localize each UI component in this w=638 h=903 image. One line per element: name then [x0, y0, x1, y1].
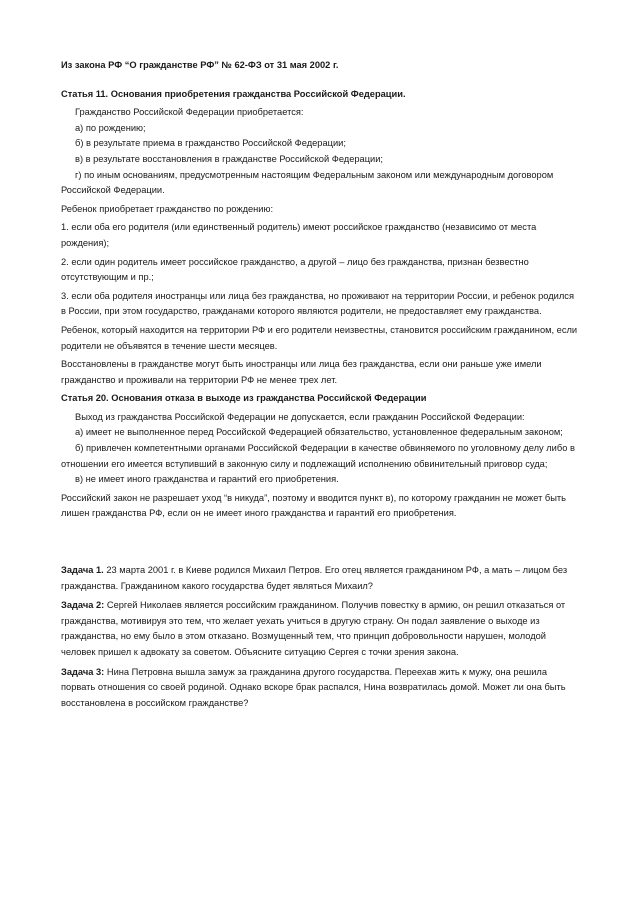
- article-11-intro: Гражданство Российской Федерации приобретается:: [75, 107, 304, 118]
- article-11-item-v: в) в результате восстановления в гражданстве Российской Федерации;: [75, 153, 384, 164]
- unknown-parents-paragraph: Ребенок, который находится на территории РФ и его родители неизвестны, становится российским гражданином, если родители не объявятся в течение шести месяцев.: [61, 324, 578, 351]
- article-20-item-v: в) не имеет иного гражданства и гарантий его приобретения.: [75, 474, 339, 485]
- document-content: [61, 58, 581, 715]
- article-11-item-b: б) в результате приема в гражданство Российской Федерации;: [75, 138, 346, 149]
- task-1-label: Задача 1.: [61, 565, 104, 576]
- birth-item-3: 3. если оба родителя иностранцы или лица без гражданства, но проживают на территории России, и ребенок родился в России, при этом государство, гражданами которого являются родители, не предоставляет ему гражданства.: [61, 290, 574, 317]
- document-title: Из закона РФ “О гражданстве РФ” № 62-ФЗ от 31 мая 2002 г.: [61, 60, 339, 70]
- task-2-text: Сергей Николаев является российским гражданином. Получив повестку в армию, он решил отказаться от гражданства, мотивируя это тем, что желает уехать учиться в другую страну. Он подал заявление о выходе из гражданства, но ему было в этом отказано. Возмущенный тем, что принцип добровольности нарушен, молодой человек пришел к адвокату за советом. Объясните ситуацию Сергея с точки зрения закона.: [61, 600, 566, 657]
- task-1-text: 23 марта 2001 г. в Киеве родился Михаил Петров. Его отец является гражданином РФ, а мать – лицом без гражданства. Гражданином какого государства будет являться Михаил?: [61, 565, 568, 591]
- article-20-intro: Выход из гражданства Российской Федерации не допускается, если гражданин Российской Федерации:: [75, 411, 525, 422]
- task-2-label: Задача 2:: [61, 600, 105, 611]
- birth-intro: Ребенок приобретает гражданство по рождению:: [61, 203, 274, 214]
- article-20-item-b: б) привлечен компетентными органами Российской Федерации в качестве обвиняемого по уголовному делу либо в отношении его имеется вступивший в законную силу и подлежащий исполнению обвинительный приговор суда;: [61, 443, 575, 469]
- article-20-item-a: а) имеет не выполненное перед Российской Федерацией обязательство, установленное федеральным законом;: [75, 427, 563, 438]
- article-20-heading: Статья 20. Основания отказа в выходе из гражданства Российской Федерации: [61, 393, 427, 404]
- closing-paragraph: Российский закон не разрешает уход “в никуда”, поэтому и вводится пункт в), по которому гражданин не может быть лишен гражданства РФ, если он не имеет иного гражданства и гарантий его приобретения.: [61, 492, 567, 519]
- birth-item-2: 2. если один родитель имеет российское гражданство, а другой – лицо без гражданства, признан безвестно отсутствующим и пр.;: [61, 256, 529, 283]
- task-3-label: Задача 3:: [61, 666, 105, 677]
- task-3: [61, 665, 581, 712]
- birth-item-1: 1. если оба его родителя (или единственный родитель) имеют российское гражданство (независимо от места рождения);: [61, 222, 537, 248]
- section-spacer: [61, 522, 581, 563]
- article-11-item-a: а) по рождению;: [75, 122, 146, 133]
- task-3-text: Нина Петровна вышла замуж за гражданина другого государства. Переехав жить к мужу, она решила порвать отношения со своей родиной. Однако вскоре брак распался, Нина возвратилась домой. Может ли она быть восстановлена в российском гражданстве?: [61, 666, 566, 708]
- task-2: [61, 598, 581, 660]
- task-1: [61, 563, 581, 594]
- article-11-heading: Статья 11. Основания приобретения гражданства Российской Федерации.: [61, 88, 406, 99]
- article-11-item-g: г) по иным основаниям, предусмотренным настоящим Федеральным законом или международным договором Российской Федерации.: [61, 169, 554, 196]
- restored-paragraph: Восстановлены в гражданстве могут быть иностранцы или лица без гражданства, если они раньше уже имели гражданство и проживали на территории РФ не менее трех лет.: [61, 359, 542, 385]
